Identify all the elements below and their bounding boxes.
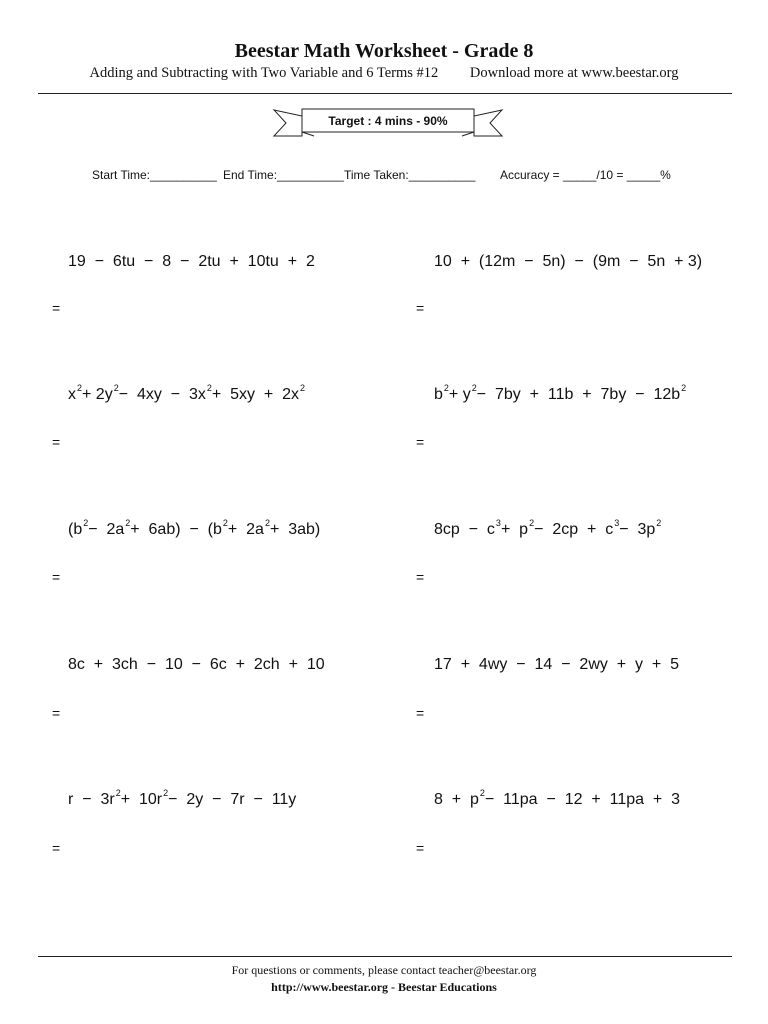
expression-term: + 10r: [120, 791, 163, 808]
expression-term: + 2y: [82, 386, 113, 403]
problem-9-answer-line[interactable]: =: [52, 840, 61, 856]
problem-10-expression: [434, 788, 681, 809]
exponent: 3: [614, 518, 620, 528]
problem-5-expression: [68, 518, 321, 539]
start-time-field[interactable]: Start Time:__________: [92, 168, 217, 182]
problem-9-expression: [68, 788, 297, 809]
exponent: 2: [681, 383, 687, 393]
target-label: Target : 4 mins - 90%: [328, 114, 448, 128]
problem-1-expression: [68, 253, 315, 271]
expression-term: 10 + (12m − 5n) − (9m − 5n + 3): [434, 253, 703, 270]
expression-term: − 7by + 11b + 7by − 12b: [476, 386, 681, 403]
exponent: 2: [206, 383, 212, 393]
exponent: 2: [529, 518, 535, 528]
problem-5-answer-line[interactable]: =: [52, 569, 61, 585]
expression-term: x: [68, 386, 76, 403]
expression-term: − 3p: [619, 521, 656, 538]
problem-4-answer-line[interactable]: =: [416, 434, 425, 450]
accuracy-field[interactable]: Accuracy = _____/10 = _____%: [500, 168, 671, 182]
expression-term: 17 + 4wy − 14 − 2wy + y + 5: [434, 656, 680, 673]
problem-6-expression: [434, 518, 662, 539]
problem-4-expression: [434, 383, 687, 404]
exponent: 2: [656, 518, 662, 528]
problem-2-expression: [434, 253, 702, 271]
time-taken-field[interactable]: Time Taken:__________: [344, 168, 476, 182]
exponent: 2: [125, 518, 131, 528]
exponent: 3: [495, 518, 501, 528]
header-divider: [38, 93, 732, 94]
exponent: 2: [264, 518, 270, 528]
expression-term: + 6ab) − (b: [130, 521, 222, 538]
problem-3-answer-line[interactable]: =: [52, 434, 61, 450]
exponent: 2: [300, 383, 306, 393]
expression-term: + 3ab): [269, 521, 321, 538]
footer-site[interactable]: http://www.beestar.org - Beestar Educations: [271, 980, 497, 994]
expression-term: b: [434, 386, 443, 403]
exponent: 2: [163, 788, 169, 798]
expression-term: − 2a: [88, 521, 125, 538]
worksheet-title: Beestar Math Worksheet - Grade 8: [234, 40, 534, 62]
expression-term: r − 3r: [68, 791, 115, 808]
end-time-field[interactable]: End Time:__________: [223, 168, 344, 182]
problem-6-answer-line[interactable]: =: [416, 569, 425, 585]
exponent: 2: [471, 383, 477, 393]
worksheet-subtitle: [0, 65, 768, 82]
expression-term: − 4xy − 3x: [118, 386, 206, 403]
footer-contact: For questions or comments, please contact teacher@beestar.org: [231, 963, 537, 977]
exponent: 2: [113, 383, 119, 393]
exponent: 2: [115, 788, 121, 798]
expression-term: + p: [500, 521, 529, 538]
expression-term: − 11pa − 12 + 11pa + 3: [484, 791, 681, 808]
expression-term: + 5xy + 2x: [211, 386, 300, 403]
problem-3-expression: [68, 383, 306, 404]
target-banner: [272, 106, 504, 140]
expression-term: 8 + p: [434, 791, 479, 808]
exponent: 2: [83, 518, 89, 528]
exponent: 2: [443, 383, 449, 393]
subtitle-topic: Adding and Subtracting with Two Variable and 6 Terms #12: [89, 65, 439, 81]
problem-7-answer-line[interactable]: =: [52, 705, 61, 721]
problem-8-expression: [434, 656, 679, 674]
expression-term: 8cp − c: [434, 521, 495, 538]
exponent: 2: [479, 788, 485, 798]
footer-divider: [38, 956, 732, 957]
problem-8-answer-line[interactable]: =: [416, 705, 425, 721]
download-link[interactable]: Download more at www.beestar.org: [469, 65, 679, 81]
problem-1-answer-line[interactable]: =: [52, 300, 61, 316]
expression-term: + 2a: [227, 521, 264, 538]
expression-term: (b: [68, 521, 83, 538]
exponent: 2: [222, 518, 228, 528]
expression-term: + y: [448, 386, 471, 403]
problem-7-expression: [68, 656, 325, 674]
expression-term: − 2cp + c: [534, 521, 614, 538]
expression-term: 8c + 3ch − 10 − 6c + 2ch + 10: [68, 656, 325, 673]
expression-term: − 2y − 7r − 11y: [168, 791, 297, 808]
expression-term: 19 − 6tu − 8 − 2tu + 10tu + 2: [68, 253, 315, 270]
exponent: 2: [77, 383, 83, 393]
problem-2-answer-line[interactable]: =: [416, 300, 425, 316]
problem-10-answer-line[interactable]: =: [416, 840, 425, 856]
